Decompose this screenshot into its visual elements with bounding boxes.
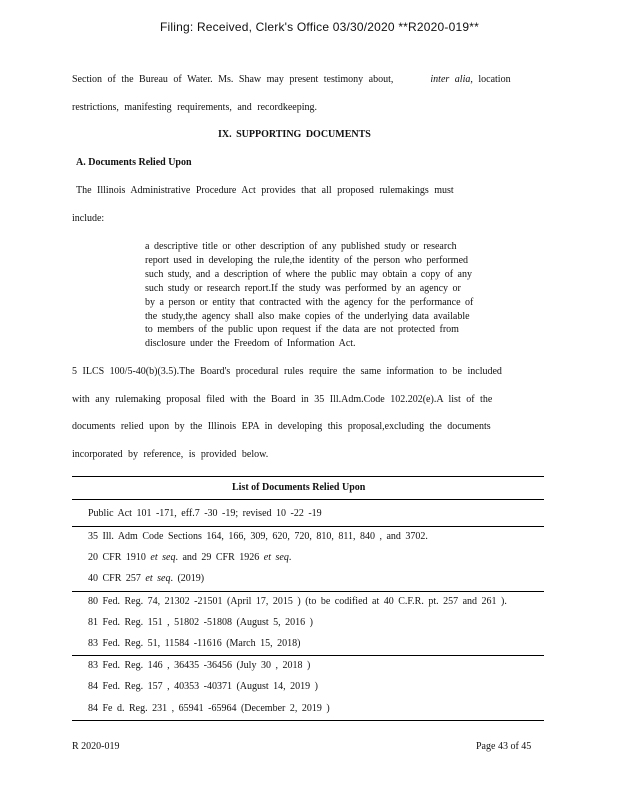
intro-line-1-end: , location [470,74,511,85]
para1-line-2: include: [72,213,105,224]
table-row: 84 Fe d. Reg. 231 , 65941 -65964 (December 2, 2019 ) [88,703,330,714]
para2-line-3: documents relied upon by the Illinois EPA in developing this proposal,excluding the documents [72,421,491,432]
quote-line: to members of the public upon request if the data are not protected from [145,324,459,336]
para2-line-4: incorporated by reference, is provided below. [72,449,269,460]
row-text: . and 29 CFR 1926 [175,552,260,563]
row-italic: et seq [150,552,176,563]
table-header-rule [72,499,544,500]
intro-line-1 [72,74,511,85]
para1-line-1: The Illinois Administrative Procedure Act provides that all proposed rulemakings must [76,185,454,196]
table-row: Public Act 101 -171, eff.7 -30 -19; revised 10 -22 -19 [88,508,322,519]
table-row: 84 Fed. Reg. 157 , 40353 -40371 (August 14, 2019 ) [88,681,318,692]
table-title: List of Documents Relied Upon [232,482,366,493]
subheading-documents-relied-upon: A. Documents Relied Upon [76,157,192,168]
table-bottom-rule [72,720,544,721]
intro-line-1-text: Section of the Bureau of Water. Ms. Shaw may present testimony about, [72,74,394,85]
table-row: 81 Fed. Reg. 151 , 51802 -51808 (August 5, 2016 ) [88,617,313,628]
quote-line: a descriptive title or other description of any published study or research [145,241,457,252]
row-text: 20 CFR 1910 [88,552,146,563]
row-italic: et seq [145,573,171,584]
table-row: 83 Fed. Reg. 146 , 36435 -36456 (July 30 , 2018 ) [88,660,311,671]
quote-line: such study, and a description of where the public may obtain a copy of any [145,268,472,280]
intro-italic-term: inter alia [430,74,471,85]
table-group-rule [72,591,544,592]
table-group-rule [72,655,544,656]
row-italic: et seq [263,552,289,563]
para2-line-1: 5 ILCS 100/5-40(b)(3.5).The Board's procedural rules require the same information to be included [72,366,502,377]
section-heading: IX. SUPPORTING DOCUMENTS [218,129,371,140]
quote-line: report used in developing the rule,the identity of the person who performed [145,254,469,266]
row-text: 40 CFR 257 [88,573,141,584]
footer-docket: R 2020-019 [72,741,120,752]
quote-line: the study,the agency shall also make copies of the underlying data available [145,310,470,322]
table-row: 83 Fed. Reg. 51, 11584 -11616 (March 15, 2018) [88,638,301,649]
row-text: . (2019) [170,573,205,584]
table-row: 80 Fed. Reg. 74, 21302 -21501 (April 17, 2015 ) (to be codified at 40 C.F.R. pt. 257 and 261 ). [88,596,507,607]
table-group-rule [72,526,544,527]
footer-page-number: Page 43 of 45 [476,741,532,752]
block-quote [145,240,505,351]
table-row: 35 Ill. Adm Code Sections 164, 166, 309, 620, 720, 810, 811, 840 , and 3702. [88,531,428,542]
quote-line: by a person or entity that contracted with the agency for the performance of [145,296,474,308]
quote-line: disclosure under the Freedom of Information Act. [145,338,356,350]
filing-header: Filing: Received, Clerk's Office 03/30/2020 **R2020-019** [160,20,479,34]
quote-line: such study or research report.If the study was performed by an agency or [145,282,461,294]
table-row [88,552,291,563]
table-row [88,573,204,584]
table-top-rule [72,476,544,477]
row-text: . [288,552,292,563]
intro-line-2: restrictions, manifesting requirements, and recordkeeping. [72,102,317,113]
para2-line-2: with any rulemaking proposal filed with the Board in 35 Ill.Adm.Code 102.202(e).A list of the [72,394,493,405]
